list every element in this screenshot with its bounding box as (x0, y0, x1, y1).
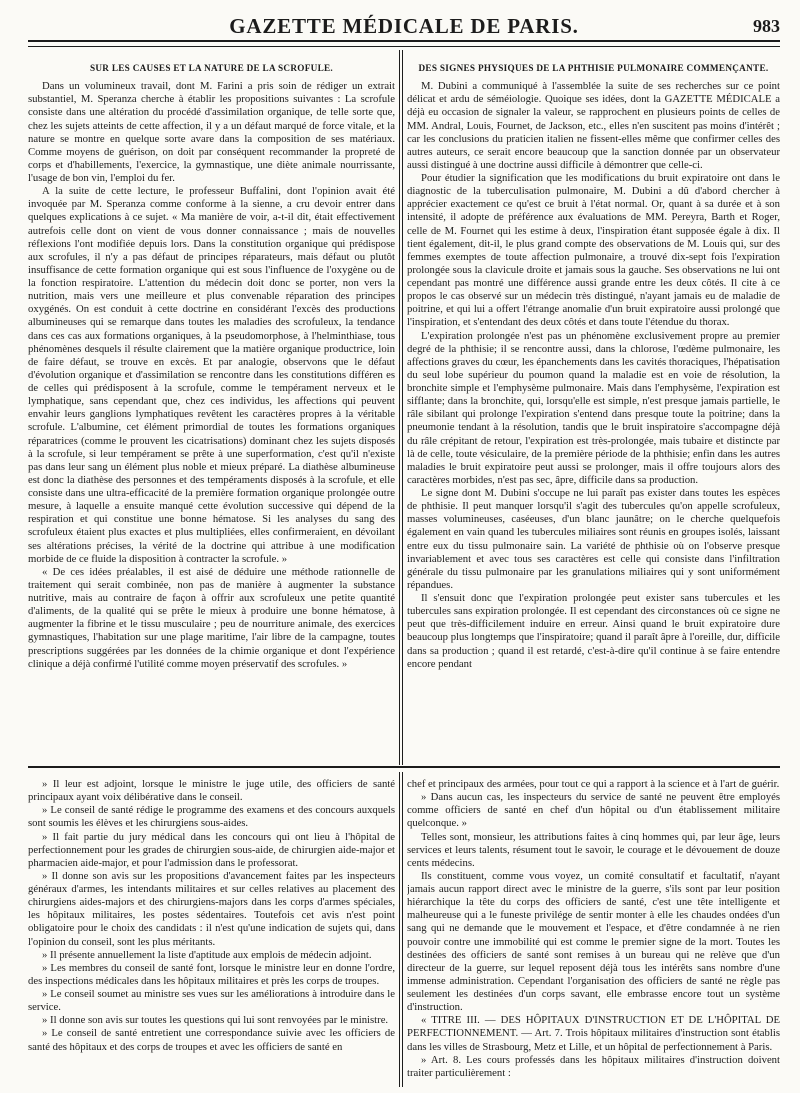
article-paragraph: M. Dubini a communiqué à l'assemblée la suite de ses recherches sur ce point délicat et ardu de séméiologie. Quoique ses idées, dont la GAZETTE MÉDICALE a déjà eu occasion de signaler la valeur, se rapprochent en plusieurs points de celles de MM. Andral, Louis, Fournet, de Jackson, etc., elles n'en suscitent pas moins d'intérêt ; car les conclusions du praticien italien ne fissent-elles même que confirmer celles des autres auteurs, ce serait encore beaucoup que la sanction donnée par un observateur aussi distingué à une doctrine aussi difficile à démontrer que celle-ci. (407, 80, 780, 171)
text-paragraph: » Il présente annuellement la liste d'aptitude aux emplois de médecin adjoint. (42, 948, 372, 961)
article-scrofule (28, 58, 395, 758)
article-phthisie (407, 58, 780, 758)
article-paragraph: « De ces idées préalables, il est aisé de déduire une méthode rationnelle de traitement qui serait combinée, non pas de manière à augmenter la substance nutritive, mais au contraire de façon à offrir aux scrofuleux une petite quantité d'aliments, de la qualité qui se prête le mieux à produire une bonne hématose, à augmenter la fibrine et le tissu musculaire ; peu de nourriture animale, des exercices gymnastiques, l'habitation sur une plage maritime, l'air libre de la campagne, toutes prescriptions suggérées par les données de la chimie organique et dont l'expérience clinique a déjà confirmé l'utilité comme moyen préservatif des scrofules. » (28, 565, 395, 670)
text-paragraph: » Le conseil de santé entretient une correspondance suivie avec les officiers de santé des hôpitaux et des corps de troupes et avec les officiers de santé en (28, 1027, 395, 1053)
article-paragraph: Pour étudier la signification que les modifications du bruit expiratoire ont dans le diagnostic de la tuberculisation pulmonaire, M. Dubini a dû d'abord chercher à apprécier exactement ce qu'est ce bruit à l'état normal. Or, quant à sa durée et à son intensité, il adopte de préférence aux évaluations de MM. Pereyra, Barth et Roger, celle de M. Fournet qui les estime à deux, l'inspiration étant supposée égale à dix. Il tient également, dit-il, le plus grand compte des observations de M. Louis qui, sur des femmes exemptes de toute affection pulmonaire, a trouvé dix-sept fois l'expiration prolongée sous la clavicule droite et jamais sous la gauche. Ses observations ne lui ont cependant pas montré une différence aussi grande entre les deux côtés. Il cite à ce propos le cas observé sur un médecin très distingué, n'ayant jamais eu de maladie de poitrine, et qui lui a offert l'étrange anomalie d'un bruit expiratoire aussi prolongé que l'inspiration, et s'entendant des deux côtés et dans toute l'étendue du thorax. (407, 172, 780, 329)
article-paragraph: A la suite de cette lecture, le professeur Buffalini, dont l'opinion avait été invoquée par M. Speranza comme conforme à la sienne, a cru devoir entrer dans quelques explications à ce sujet. « Ma manière de voir, a-t-il dit, était effectivement autrefois celle dont on vient de vous donner connaissance ; mais de nouvelles réflexions l'ont modifiée depuis lors. Dans la constitution organique qui prédispose aux scrofules, il n'y a pas défaut de principes réparateurs, mais défaut ou plutôt insuffisance de cette formation organique qui est sous l'influence de l'oxygène ou de la fonction respiratoire. L'attention du médecin doit donc se porter, non vers la nutrition, mais vers une meilleure et plus convenable réparation des principes oxygénés. On est conduit à cette doctrine en considérant l'excès des productions albumineuses qui se remarque dans toutes les maladies des scrofuleux, la tendance dans ces cas aux formations organiques, à la pseudomorphose, à l'helminthiase, tous phénomènes desquels il résulte clairement que la matière organique productrice, loin de faire défaut, se trouve en excès. Et par analogie, observons que le défaut d'évolution organique et d'assimilation se rencontre dans les constitutions différen es de celles qui prédisposent à la scrofule, comme le tempérament nerveux et le lymphatique, sans cependant que, chez ces individus, les affections qui peuvent envahir leurs ganglions lymphatiques revêtent les caractères propres à la véritable scrofule. L'albumine, cet élément primordial de toutes les formations organiques réparatrices (comme le prouvent les cicatrisations) dominant chez les sujets disposés à la scrofule, si leur tempérament se prête à une superformation, c'est qu'il n'existe pas dans leur sang un élément plus noble et mieux préparé. La diathèse albumineuse est donc la diathèse des personnes et des tempéraments disposés à la scrofule, et elle consiste dans une ultra-efficacité de la première formation organique prolongée outre mesure, à laquelle a ensuite manqué cette évolution successive qui dépend de la respiration et qui constitue une bonne hématose. Si les analyses du sang des scrofuleux étaient plus exactes et plus multipliées, elles confirmeraient, en dévoilant ses altérations précises, la vérité de la doctrine qui attribue à une modification morbide de ce fluide la disposition à contracter la scrofule. » (28, 185, 395, 565)
article-heading: DES SIGNES PHYSIQUES DE LA PHTHISIE PULMONAIRE COMMENÇANTE. (418, 63, 769, 73)
text-paragraph: « TITRE III. — DES HÔPITAUX D'INSTRUCTION ET DE L'HÔPITAL DE PERFECTIONNEMENT. — Art. 7. Trois hôpitaux militaires d'instruction sont établis dans les villes de Strasbourg, Metz et Lille, et un hôpital de perfectionnement à Paris. (407, 1014, 780, 1053)
article-heading: SUR LES CAUSES ET LA NATURE DE LA SCROFULE. (89, 63, 334, 73)
text-paragraph: » Le conseil de santé rédige le programme des examens et des concours auxquels sont soumis les élèves et les chirurgiens sous-aides. (28, 804, 395, 830)
article-paragraph: Le signe dont M. Dubini s'occupe ne lui paraît pas exister dans toutes les espèces de phthisie. Il peut manquer lorsqu'il s'agit des tubercules qu'on appelle scrofuleux, masses volumineuses, caséeuses, d'un blanc jaunâtre; on le cherche quelquefois également en vain quand les tubercules miliaires sont réunis en groupes isolés, laissant entre eux du tissu pulmonaire sain. La variété de phthisie où on l'observe presque invariablement et avec tous ses caractères est celle qui consiste dans l'infiltration générale du tissu pulmonaire par les granulations miliaires qui y sont uniformément répandues. (407, 487, 780, 591)
text-paragraph: chef et principaux des armées, pour tout ce qui a rapport à la science et à l'art de guérir. (407, 778, 780, 790)
text-paragraph: » Dans aucun cas, les inspecteurs du service de santé ne peuvent être employés comme officiers de santé en chef d'un hôpital ou d'un établissement militaire quelconque. » (407, 791, 780, 830)
text-paragraph: » Il donne son avis sur les propositions d'avancement faites par les inspecteurs généraux d'armes, les intendants militaires et sur celles relatives au placement des chirurgiens aides-majors et des chirurgiens-majors dans les corps d'armes spéciales, les hôpitaux militaires, les postes sédentaires. Toutefois cet avis n'est point obligatoire pour le choix des candidats : il n'est qu'une indication de sujets qui, dans l'opinion du conseil, sont les plus méritants. (28, 869, 395, 948)
text-paragraph: » Les membres du conseil de santé font, lorsque le ministre leur en donne l'ordre, des inspections médicales dans les hôpitaux militaires et près les corps de troupes. (28, 961, 395, 987)
text-paragraph: Ils constituent, comme vous voyez, un comité consultatif et facultatif, n'ayant jamais aucun rapport direct avec le ministre de la guerre, s'ils sont par leur position hiérarchique la tête du corps des officiers de santé, c'est une tête intelligente et malheureuse qui a le funeste privilége de sentir monter à elle les chaudes ondées d'un sang qui ne demande que le mouvement et l'espace, et d'être condamnée à ne rien pouvoir contre une immobilité qui est comme le premier signe de la mort. Toutes les destinées des officiers de santé sont remises à un bureau qui ne relève que d'un directeur de la guerre, sur lequel reposent déjà tous les intérêts sans nombre d'une immense administration. Cependant l'organisation des officiers de santé ne règle pas seulement les destinées d'un corps savant, elle embrasse encore tout un système d'instruction. (407, 869, 780, 1014)
text-paragraph: » Il donne son avis sur toutes les questions qui lui sont renvoyées par le ministre. (42, 1014, 389, 1027)
column-divider-bottom (399, 772, 403, 1087)
text-paragraph: » Art. 8. Les cours professés dans les hôpitaux militaires d'instruction doivent traiter particulièrement : (407, 1053, 780, 1079)
bottom-right-text (407, 778, 780, 1083)
article-paragraph: Dans un volumineux travail, dont M. Farini a pris soin de rédiger un extrait substantiel, M. Speranza cherche à établir les propositions suivantes : La scrofule consiste dans une altération du procédé d'assimilation organique, de telle sorte que, chez les sujets atteints de cette affection, il y a un défaut marqué de force vitale, et la nature se montre en quelque sorte avare dans la composition de ses matériaux. Comme moyens de guérison, on doit par conséquent recommander la propreté de corps et d'habillements, l'exercice, la gymnastique, une diète animale nourrissante, l'usage de bon vin, l'emploi du fer. (28, 80, 395, 184)
text-paragraph: » Le conseil soumet au ministre ses vues sur les améliorations à introduire dans le service. (28, 988, 395, 1014)
bottom-left-text (28, 778, 395, 1083)
header-rule (28, 40, 780, 47)
journal-title: GAZETTE MÉDICALE DE PARIS. (229, 14, 579, 38)
text-paragraph: » Il fait partie du jury médical dans les concours qui ont lieu à l'hôpital de perfectionnement pour les grades de chirurgien sous-aide, de chirurgien aide-major et pharmacien aide-major, et pour l'admission dans le professorat. (28, 830, 395, 869)
text-paragraph: » Il leur est adjoint, lorsque le ministre le juge utile, des officiers de santé principaux ayant voix délibérative dans le conseil. (28, 778, 395, 804)
article-paragraph: L'expiration prolongée n'est pas un phénomène exclusivement propre au premier degré de la phthisie; il se rencontre aussi, dans la chlorose, l'œdème pulmonaire, les affections graves du cœur, les épanchements dans les cavités thoraciques, l'hépatisation du seul lobe supérieur du poumon quand la maladie est en voie de résolution, la bronchite simple et l'emphysème pulmonaire. Mais dans l'emphysème, l'expiration est sifflante; dans la bronchite, qui, lorsqu'elle est simple, n'est presque jamais partielle, le râle sibilant qui prolonge l'expiration s'entend dans presque toute la poitrine; dans la pneumonie tendant à la résolution, tandis que le bruit inspiratoire s'accompagne déjà du râle crépitant de retour, l'expiration est très-prolongée, mais tubaire et distincte par là de celle, toute vésiculaire, de la première période de la phthisie; enfin dans les autres maladies le bruit expiratoire peut aussi se prolonger, mais il offre toujours alors des caractères morbides, n'est pas sec, âpre, difficile dans sa production. (407, 329, 780, 486)
article-paragraph: Il s'ensuit donc que l'expiration prolongée peut exister sans tubercules et les tubercules sans expiration prolongée. Il est cependant des circonstances où ce signe ne peut que très-difficilement induire en erreur. Ainsi quand le bruit expiratoire dure beaucoup plus longtemps que l'inspiratoire; quand il paraît âpre à l'oreille, dur, difficile dans sa production ; quand il est retardé, c'est-à-dire qu'il continue à se faire entendre encore pendant (407, 592, 780, 670)
column-divider (399, 50, 403, 765)
text-paragraph: Telles sont, monsieur, les attributions faites à cinq hommes qui, par leur âge, leurs services et leurs talents, résument tout le savoir, le courage et le dévouement de douze cents médecins. (407, 830, 780, 869)
section-divider (28, 766, 780, 768)
page-number: 983 (753, 16, 780, 36)
